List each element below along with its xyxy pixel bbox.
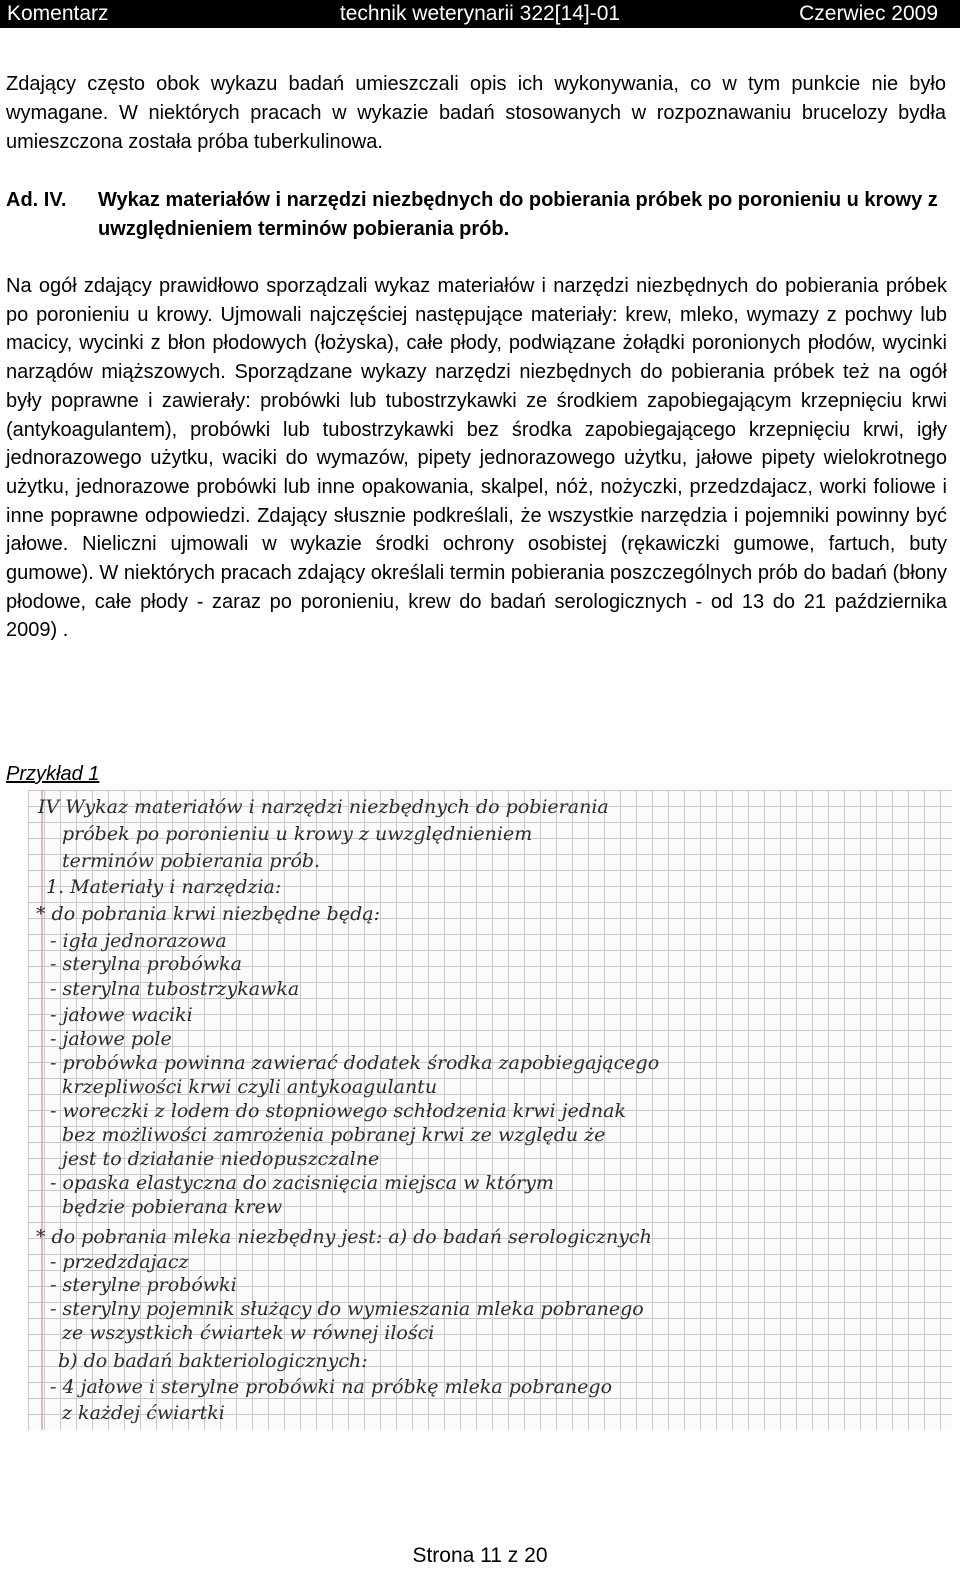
handwritten-line: - jałowe waciki (50, 1004, 193, 1026)
handwritten-line: - igła jednorazowa (50, 930, 227, 952)
handwritten-line: terminów pobierania prób. (62, 850, 321, 872)
handwritten-line: krzepliwości krwi czyli antykoagulantu (62, 1076, 438, 1098)
handwritten-line: IV Wykaz materiałów i narzędzi niezbędnych do pobierania (38, 796, 609, 818)
section-number: Ad. IV. (6, 189, 67, 211)
handwritten-line: jest to działanie niedopuszczalne (62, 1148, 380, 1170)
header-date: Czerwiec 2009 (799, 2, 938, 25)
page-header (0, 0, 960, 28)
handwritten-line: - sterylna tubostrzykawka (50, 978, 300, 1000)
section-title: Wykaz materiałów i narzędzi niezbędnych do pobierania próbek po poronieniu u krowy z uwzględnieniem terminów pobierania prób. (98, 189, 938, 240)
handwritten-line: ze wszystkich ćwiartek w równej ilości (62, 1322, 435, 1344)
handwritten-line: z każdej ćwiartki (62, 1402, 225, 1424)
handwritten-line: - probówka powinna zawierać dodatek środka zapobiegającego (50, 1052, 660, 1074)
handwritten-line: 1. Materiały i narzędzia: (46, 876, 282, 898)
handwritten-line: - sterylna probówka (50, 953, 242, 975)
commentary-paragraph: Na ogół zdający prawidłowo sporządzali wykaz materiałów i narzędzi niezbędnych do pobierania próbek po poronieniu u krowy. Ujmowali najczęściej następujące materiały: krew, mleko, wymazy z pochwy lub macicy, wycinki z błon płodowych (łożyska), całe płody, podwiązane żołądki poronionych płodów, wycinki narządów miąższowych. Sporządzane wykazy narzędzi niezbędnych do pobierania próbek też na ogół były poprawne i zawierały: probówki lub tubostrzykawki ze środkiem zapobiegającym krzepnięciu krwi (antykoagulantem), probówki lub tubostrzykawki bez środka zapobiegającego krzepnięciu krwi, igły jednorazowego użytku, waciki do wymazów, pipety jednorazowego użytku, jałowe pipety wielokrotnego użytku, jednorazowe probówki lub inne opakowania, skalpel, nóż, nożyczki, przedzdajacz, worki foliowe i inne poprawne odpowiedzi. Zdający słusznie podkreślali, że wszystkie narzędzia i pojemniki powinny być jałowe. Nieliczni ujmowali w wykazie środki ochrony osobistej (rękawiczki gumowe, fartuch, buty gumowe). W niektórych pracach zdający określali termin pobierania poszczególnych prób do badań (błony płodowe, całe płody - zaraz po poronieniu, krew do badań serologicznych - od 13 do 21 października 2009) . (6, 275, 947, 642)
handwritten-answer-scan (28, 790, 952, 1430)
handwritten-line: * do pobrania krwi niezbędne będą: (36, 903, 380, 925)
page-footer: Strona 11 z 20 (412, 1544, 548, 1567)
handwritten-line: - przedzdajacz (50, 1251, 189, 1273)
handwritten-line: bez możliwości zamrożenia pobranej krwi ze względu że (62, 1124, 606, 1146)
handwritten-line: próbek po poronieniu u krowy z uwzględnieniem (62, 823, 533, 845)
handwritten-line: * do pobrania mleka niezbędny jest: a) do badań serologicznych (36, 1226, 652, 1248)
intro-paragraph: Zdający często obok wykazu badań umieszczali opis ich wykonywania, co w tym punkcie nie było wymagane. W niektórych pracach w wykazie badań stosowanych w rozpoznawaniu brucelozy bydła umieszczona została próba tuberkulinowa. (6, 73, 946, 153)
handwritten-line: - sterylne probówki (50, 1274, 237, 1296)
example-label: Przykład 1 (6, 763, 100, 785)
handwritten-line: - opaska elastyczna do zacisnięcia miejsca w którym (50, 1172, 554, 1194)
header-exam-code: technik weterynarii 322[14]-01 (339, 2, 621, 25)
handwritten-line: b) do badań bakteriologicznych: (58, 1350, 368, 1372)
handwritten-line: - 4 jałowe i sterylne probówki na próbkę mleka pobranego (50, 1376, 613, 1398)
handwritten-line: będzie pobierana krew (62, 1196, 283, 1218)
header-document-type: Komentarz (7, 2, 109, 25)
handwritten-line: - jałowe pole (50, 1028, 172, 1050)
handwritten-line: - sterylny pojemnik służący do wymieszania mleka pobranego (50, 1298, 644, 1320)
handwritten-line: - woreczki z lodem do stopniowego schłodzenia krwi jednak (50, 1100, 627, 1122)
